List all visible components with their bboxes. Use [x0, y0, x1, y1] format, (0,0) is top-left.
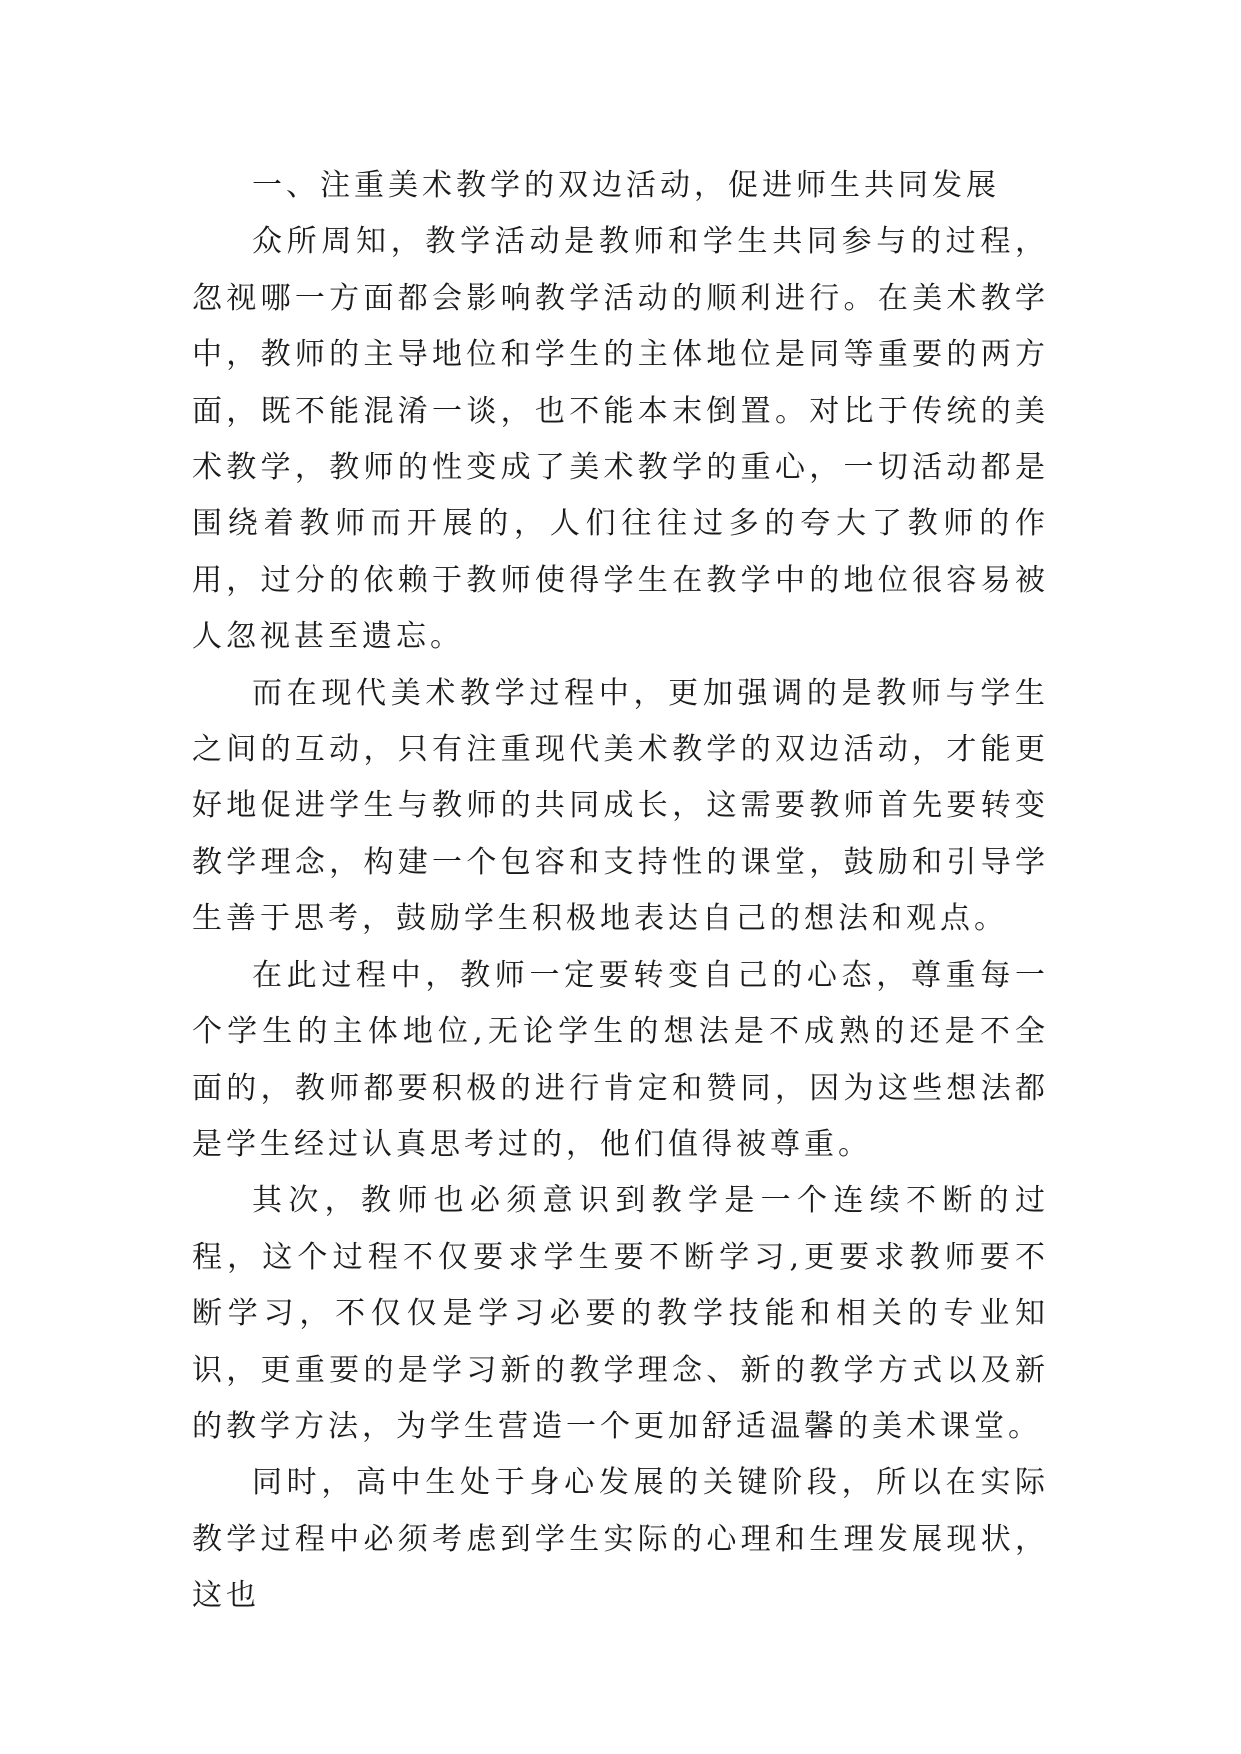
document-body	[192, 158, 1049, 1625]
paragraph: 众所周知，教学活动是教师和学生共同参与的过程，忽视哪一方面都会影响教学活动的顺利进行。在美术教学中，教师的主导地位和学生的主体地位是同等重要的两方面，既不能混淆一谈，也不能本末倒置。对比于传统的美术教学，教师的性变成了美术教学的重心，一切活动都是围绕着教师而开展的，人们往往过多的夸大了教师的作用，过分的依赖于教师使得学生在教学中的地位很容易被人忽视甚至遗忘。	[192, 224, 1049, 655]
paragraph: 同时，高中生处于身心发展的关键阶段，所以在实际教学过程中必须考虑到学生实际的心理和生理发展现状，这也	[192, 1465, 1049, 1614]
paragraph: 其次，教师也必须意识到教学是一个连续不断的过程，这个过程不仅要求学生要不断学习,更要求教师要不断学习，不仅仅是学习必要的教学技能和相关的专业知识，更重要的是学习新的教学理念、新的教学方式以及新的教学方法，为学生营造一个更加舒适温馨的美术课堂。	[192, 1183, 1049, 1444]
section-heading: 一、注重美术教学的双边活动，促进师生共同发展	[252, 168, 1000, 203]
paragraph: 在此过程中，教师一定要转变自己的心态，尊重每一个学生的主体地位,无论学生的想法是不成熟的还是不全面的，教师都要积极的进行肯定和赞同，因为这些想法都是学生经过认真思考过的，他们值得被尊重。	[192, 957, 1049, 1162]
paragraph: 而在现代美术教学过程中，更加强调的是教师与学生之间的互动，只有注重现代美术教学的双边活动，才能更好地促进学生与教师的共同成长，这需要教师首先要转变教学理念，构建一个包容和支持性的课堂，鼓励和引导学生善于思考，鼓励学生积极地表达自己的想法和观点。	[192, 675, 1049, 937]
